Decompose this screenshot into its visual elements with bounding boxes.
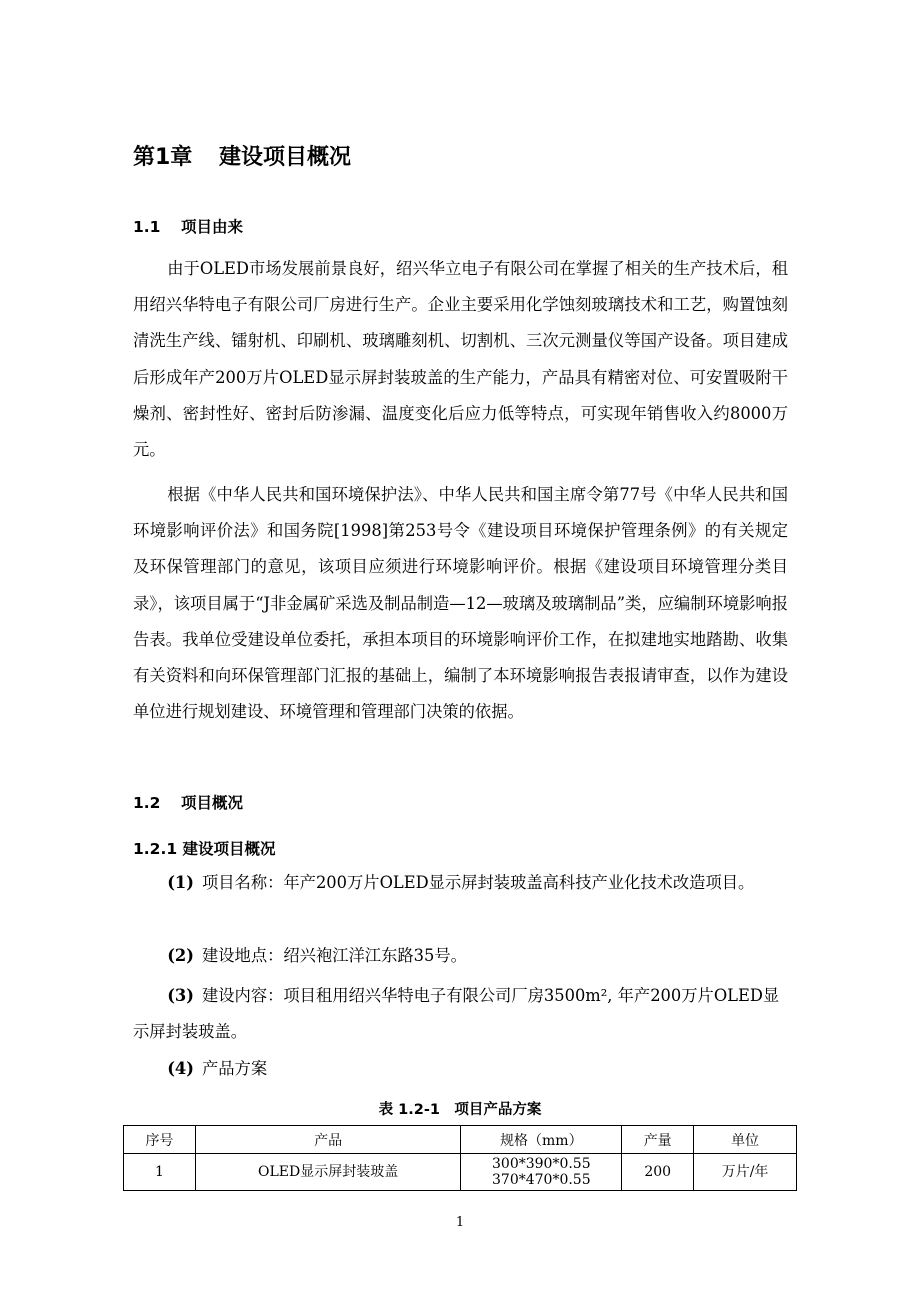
paragraph-legal-basis: 根据《中华人民共和国环境保护法》、中华人民共和国主席令第77号《中华人民共和国环境影响评价法》和国务院[1998]第253号令《建设项目环境保护管理条例》的有关规定及环保管理部门的意见，该项目应须进行环境影响评价。根据《建设项目环境管理分类目录》，该项目属于“J非金属矿采选及制品制造—12—玻璃及玻璃制品”类，应编制环境影响报告表。我单位受建设单位委托，承担本项目的环境影响评价工作，在拟建地实地踏勘、收集有关资料和向环保管理部门汇报的基础上，编制了本环境影响报告表报请审查，以作为建设单位进行规划建设、环境管理和管理部门决策的依据。 xyxy=(133,485,788,722)
item-text: 建设地点：绍兴袍江洋江东路35号。 xyxy=(201,946,467,965)
spec-line: 300*390*0.55 xyxy=(492,1156,591,1172)
item-number: (4) xyxy=(167,1059,194,1078)
table-header-row xyxy=(124,1126,797,1154)
cell-spec xyxy=(461,1154,622,1191)
list-item xyxy=(133,1051,788,1087)
section-number: 1.2 xyxy=(133,794,161,812)
chapter-title: 建设项目概况 xyxy=(219,145,352,170)
chapter-heading xyxy=(133,140,351,171)
section-title: 项目概况 xyxy=(181,794,244,812)
product-table xyxy=(123,1125,797,1191)
list-item xyxy=(133,938,788,974)
spec-line: 370*470*0.55 xyxy=(492,1172,591,1188)
list-item xyxy=(133,865,788,901)
table-row xyxy=(124,1154,797,1191)
page-number: 1 xyxy=(455,1215,465,1230)
section-title: 项目由来 xyxy=(181,218,244,236)
header-output: 产量 xyxy=(622,1126,694,1154)
item-number: (3) xyxy=(167,986,194,1005)
item-text: 建设内容：项目租用绍兴华特电子有限公司厂房3500m², 年产200万片OLED显示屏封装玻盖。 xyxy=(133,986,780,1042)
header-unit: 单位 xyxy=(694,1126,797,1154)
section-heading-1-2 xyxy=(133,791,243,813)
cell-output: 200 xyxy=(622,1154,694,1191)
header-product: 产品 xyxy=(195,1126,461,1154)
table-title: 表 1.2-1 项目产品方案 xyxy=(378,1102,542,1118)
item-text: 产品方案 xyxy=(201,1059,268,1078)
item-text: 项目名称：年产200万片OLED显示屏封装玻盖高科技产业化技术改造项目。 xyxy=(201,873,755,892)
chapter-number: 第1章 xyxy=(133,145,193,170)
list-item xyxy=(133,978,788,1050)
cell-no: 1 xyxy=(124,1154,196,1191)
header-no: 序号 xyxy=(124,1126,196,1154)
section-number: 1.1 xyxy=(133,218,161,236)
item-number: (1) xyxy=(167,873,194,892)
paragraph-project-origin: 由于OLED市场发展前景良好，绍兴华立电子有限公司在掌握了相关的生产技术后，租用绍兴华特电子有限公司厂房进行生产。企业主要采用化学蚀刻玻璃技术和工艺，购置蚀刻清洗生产线、镭射机、印刷机、玻璃雕刻机、切割机、三次元测量仪等国产设备。项目建成后形成年产200万片OLED显示屏封装玻盖的生产能力，产品具有精密对位、可安置吸附干燥剂、密封性好、密封后防渗漏、温度变化后应力低等特点，可实现年销售收入约8000万元。 xyxy=(133,259,788,460)
header-spec: 规格（mm） xyxy=(461,1126,622,1154)
item-number: (2) xyxy=(167,946,194,965)
subsection-heading-1-2-1: 1.2.1 建设项目概况 xyxy=(133,840,276,858)
section-heading-1-1 xyxy=(133,215,243,237)
cell-product: OLED显示屏封装玻盖 xyxy=(195,1154,461,1191)
cell-unit: 万片/年 xyxy=(694,1154,797,1191)
